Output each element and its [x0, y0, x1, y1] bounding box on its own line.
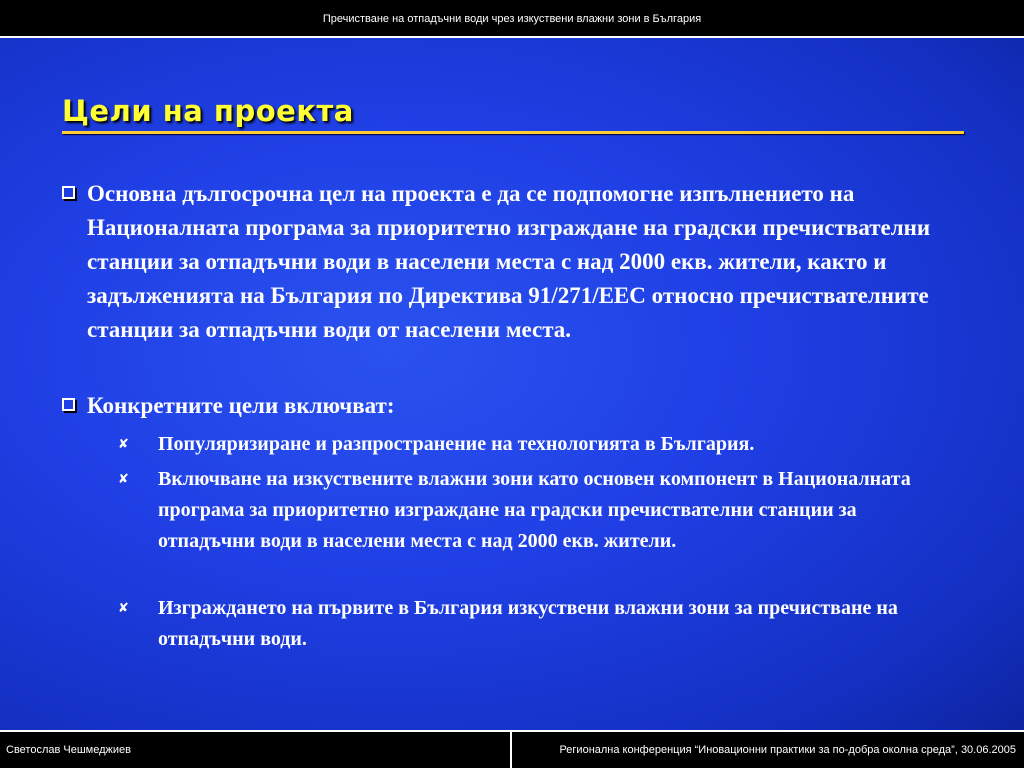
bullet-text: Основна дългосрочна цел на проекта е да се подпомогне изпълнението на Националната програма за приоритетно изграждане на градски пречиствателни станции за отпадъчни води в населени места с над 2000 екв. жители, както и задълженията на България по Директива 91/271/ЕЕС относно пречиствателните станции за отпадъчни води от населени места.: [87, 181, 931, 342]
title-underline: [62, 131, 964, 134]
checkbox-icon: [62, 186, 75, 199]
presentation-title: Пречистване на отпадъчни води чрез изкуствени влажни зони в България: [322, 13, 702, 25]
footer-event: [512, 732, 1024, 768]
sub-bullet-text: Включване на изкуствените влажни зони като основен компонент в Националната програма за приоритетно изграждане на градски пречиствателни станции за отпадъчни води в населени места с над 2000 екв. жители.: [158, 468, 911, 552]
sub-bullet: [118, 593, 948, 655]
sub-bullet-text: Изграждането на първите в България изкуствени влажни зони за пречистване на отпадъчни води.: [158, 597, 898, 650]
x-mark-icon: ✘: [118, 601, 129, 616]
sub-bullet: [118, 429, 948, 460]
x-mark-icon: ✘: [118, 472, 129, 487]
checkbox-icon: [62, 398, 75, 411]
footer-author: [0, 732, 510, 768]
header-bar: [0, 0, 1024, 38]
event-text: Регионална конференция “Иновационни практики за по-добра околна среда”, 30.06.2005: [559, 744, 1016, 756]
sub-bullet-text: Популяризиране и разпространение на технологията в България.: [158, 433, 755, 455]
author-name: Светослав Чешмеджиев: [6, 744, 131, 756]
sub-bullet: [118, 464, 948, 557]
bullet-main-goal: [62, 177, 962, 347]
bullet-specific-goals: [62, 389, 962, 423]
footer-bar: [0, 732, 1024, 768]
slide-content: [0, 38, 1024, 730]
x-mark-icon: ✘: [118, 437, 129, 452]
bullet-text: Конкретните цели включват:: [87, 393, 395, 418]
slide-title: Цели на проекта: [62, 94, 354, 128]
